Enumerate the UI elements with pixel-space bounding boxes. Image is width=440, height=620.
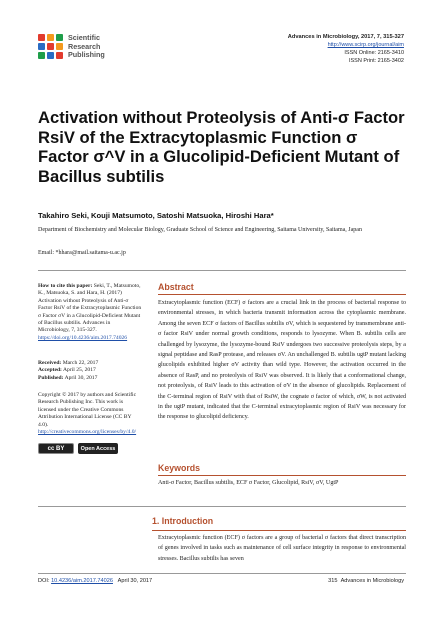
doi-label: DOI: <box>38 578 50 584</box>
publisher-logo <box>38 34 105 60</box>
scirp-logo-icon <box>38 34 64 60</box>
authors: Takahiro Seki, Kouji Matsumoto, Satoshi Matsuoka, Hiroshi Hara* <box>38 211 274 220</box>
abstract-text: Extracytoplasmic function (ECF) σ factors are a crucial link in the process of bacterial response to environmental stresses, in which bacteria transmit information across the cytoplasmic membrane. Among the seven ECF σ factors of Bacillus subtilis σV, which is sequestered by transmembrane anti-σ factor RsiV under normal growth conditions, responds to lysozyme. When B. subtilis cells are challenged by lysozyme, the lysozyme-bound RsiV undergoes two successive proteolysis steps, by a signal peptidase and RasP protease, and releases σV. An unchallenged B. subtilis ugtP mutant lacking glucolipids exhibited higher σV activity than wild type. However, the activation occurred in the absence of RasP, and no proteolysis of RsiV was observed. It is likely that a conformational change, not proteolysis, of RsiV leads to this activation of σV in the absence of glucolipids. Replacement of the C-terminal region of RsiV with that of RsiW, the cognate σ factor of which, σW, is not activated in the ugtP mutant, indicated that the C-terminal extracytoplasmic region of RsiV was necessary for the response to glucolipid deficiency. <box>158 300 406 421</box>
footer-divider <box>38 573 406 574</box>
paper-title <box>38 108 408 186</box>
footer-page <box>328 578 404 584</box>
issn-online: ISSN Online: 2165-3410 <box>344 50 404 57</box>
publisher-line-3: Publishing <box>68 50 105 60</box>
journal-short: Advances in Microbiology <box>340 578 404 584</box>
received-label: Received: <box>38 360 62 366</box>
doi-link[interactable]: 10.4236/aim.2017.74026 <box>51 578 113 584</box>
received-row <box>38 360 142 367</box>
published-date: April 30, 2017 <box>64 374 98 381</box>
title-text: Activation without Proteolysis of Anti-σ Factor RsiV of the Extracytoplasmic Function σ Factor σ^V in a Glucolipid-Deficient Mutant of Bacillus subtilis <box>38 108 405 186</box>
cite-label: How to cite this paper: <box>38 283 93 289</box>
open-access-badge: Open Access <box>78 443 118 454</box>
cite-doi-link[interactable]: https://doi.org/10.4236/aim.2017.74026 <box>38 334 128 341</box>
abstract-rule <box>158 294 406 295</box>
citation-block <box>38 283 142 342</box>
publisher-line-1: Scientific <box>68 33 100 42</box>
issn-print: ISSN Print: 2165-3402 <box>348 58 404 65</box>
copyright-text: Copyright © 2017 by authors and Scientific Research Publishing Inc. This work is licensed under the Creative Commons Attribution International License (CC BY 4.0). <box>38 392 137 428</box>
publisher-line-2: Research <box>68 41 101 51</box>
license-link[interactable]: http://creativecommons.org/licenses/by/4.0/ <box>38 429 137 436</box>
footer-doi <box>38 578 152 584</box>
dates-block <box>38 360 142 382</box>
copyright-block <box>38 392 142 436</box>
accepted-row <box>38 367 142 374</box>
header-divider <box>38 270 406 271</box>
page-number: 315 <box>328 578 338 584</box>
published-label: Published: <box>38 374 64 381</box>
abstract-heading: Abstract <box>158 282 194 292</box>
affiliation: Department of Biochemistry and Molecular Biology, Graduate School of Science and Engineering, Saitama University, Saitama, Japan <box>38 227 362 233</box>
intro-rule <box>152 530 406 531</box>
journal-url-link[interactable]: http://www.scirp.org/journal/aim <box>327 42 404 49</box>
keywords-text: Anti-σ Factor, Bacillus subtilis, ECF σ Factor, Glucolipid, RsiV, σV, UgtP <box>158 480 339 486</box>
publisher-name <box>68 34 105 60</box>
cite-text: Seki, T., Matsumoto, K., Matsuoka, S. and Hara, H. (2017) Activation without Proteolysis of Anti-σ Factor RsiV of the Extracytoplasmic Function σ Factor σV in a Glucolipid-Deficient Mutant of Bacillus subtilis. Advances in Microbiology, 7, 315-327. <box>38 283 142 334</box>
intro-text: Extracytoplasmic function (ECF) σ factors are a group of bacterial σ factors that direct transcription of genes involved in tasks such as maintenance of cell surface integrity in response to environmental stresses. Bacillus subtilis has seven <box>158 535 406 562</box>
footer-date: April 30, 2017 <box>117 578 153 584</box>
received-date: March 22, 2017 <box>62 360 99 366</box>
published-row <box>38 375 142 382</box>
accepted-date: April 25, 2017 <box>63 367 96 374</box>
keywords-rule <box>158 475 406 476</box>
accepted-label: Accepted: <box>38 367 62 374</box>
intro-heading: 1. Introduction <box>152 516 214 526</box>
license-badges <box>38 443 118 454</box>
journal-info <box>288 33 404 65</box>
email[interactable]: Email: *hhara@mail.saitama-u.ac.jp <box>38 250 126 256</box>
journal-name: Advances in Microbiology, 2017, 7, 315-327 <box>287 34 404 40</box>
keywords-divider <box>38 506 406 507</box>
cc-by-badge[interactable]: cc BY <box>38 443 74 454</box>
keywords-heading: Keywords <box>158 463 201 473</box>
